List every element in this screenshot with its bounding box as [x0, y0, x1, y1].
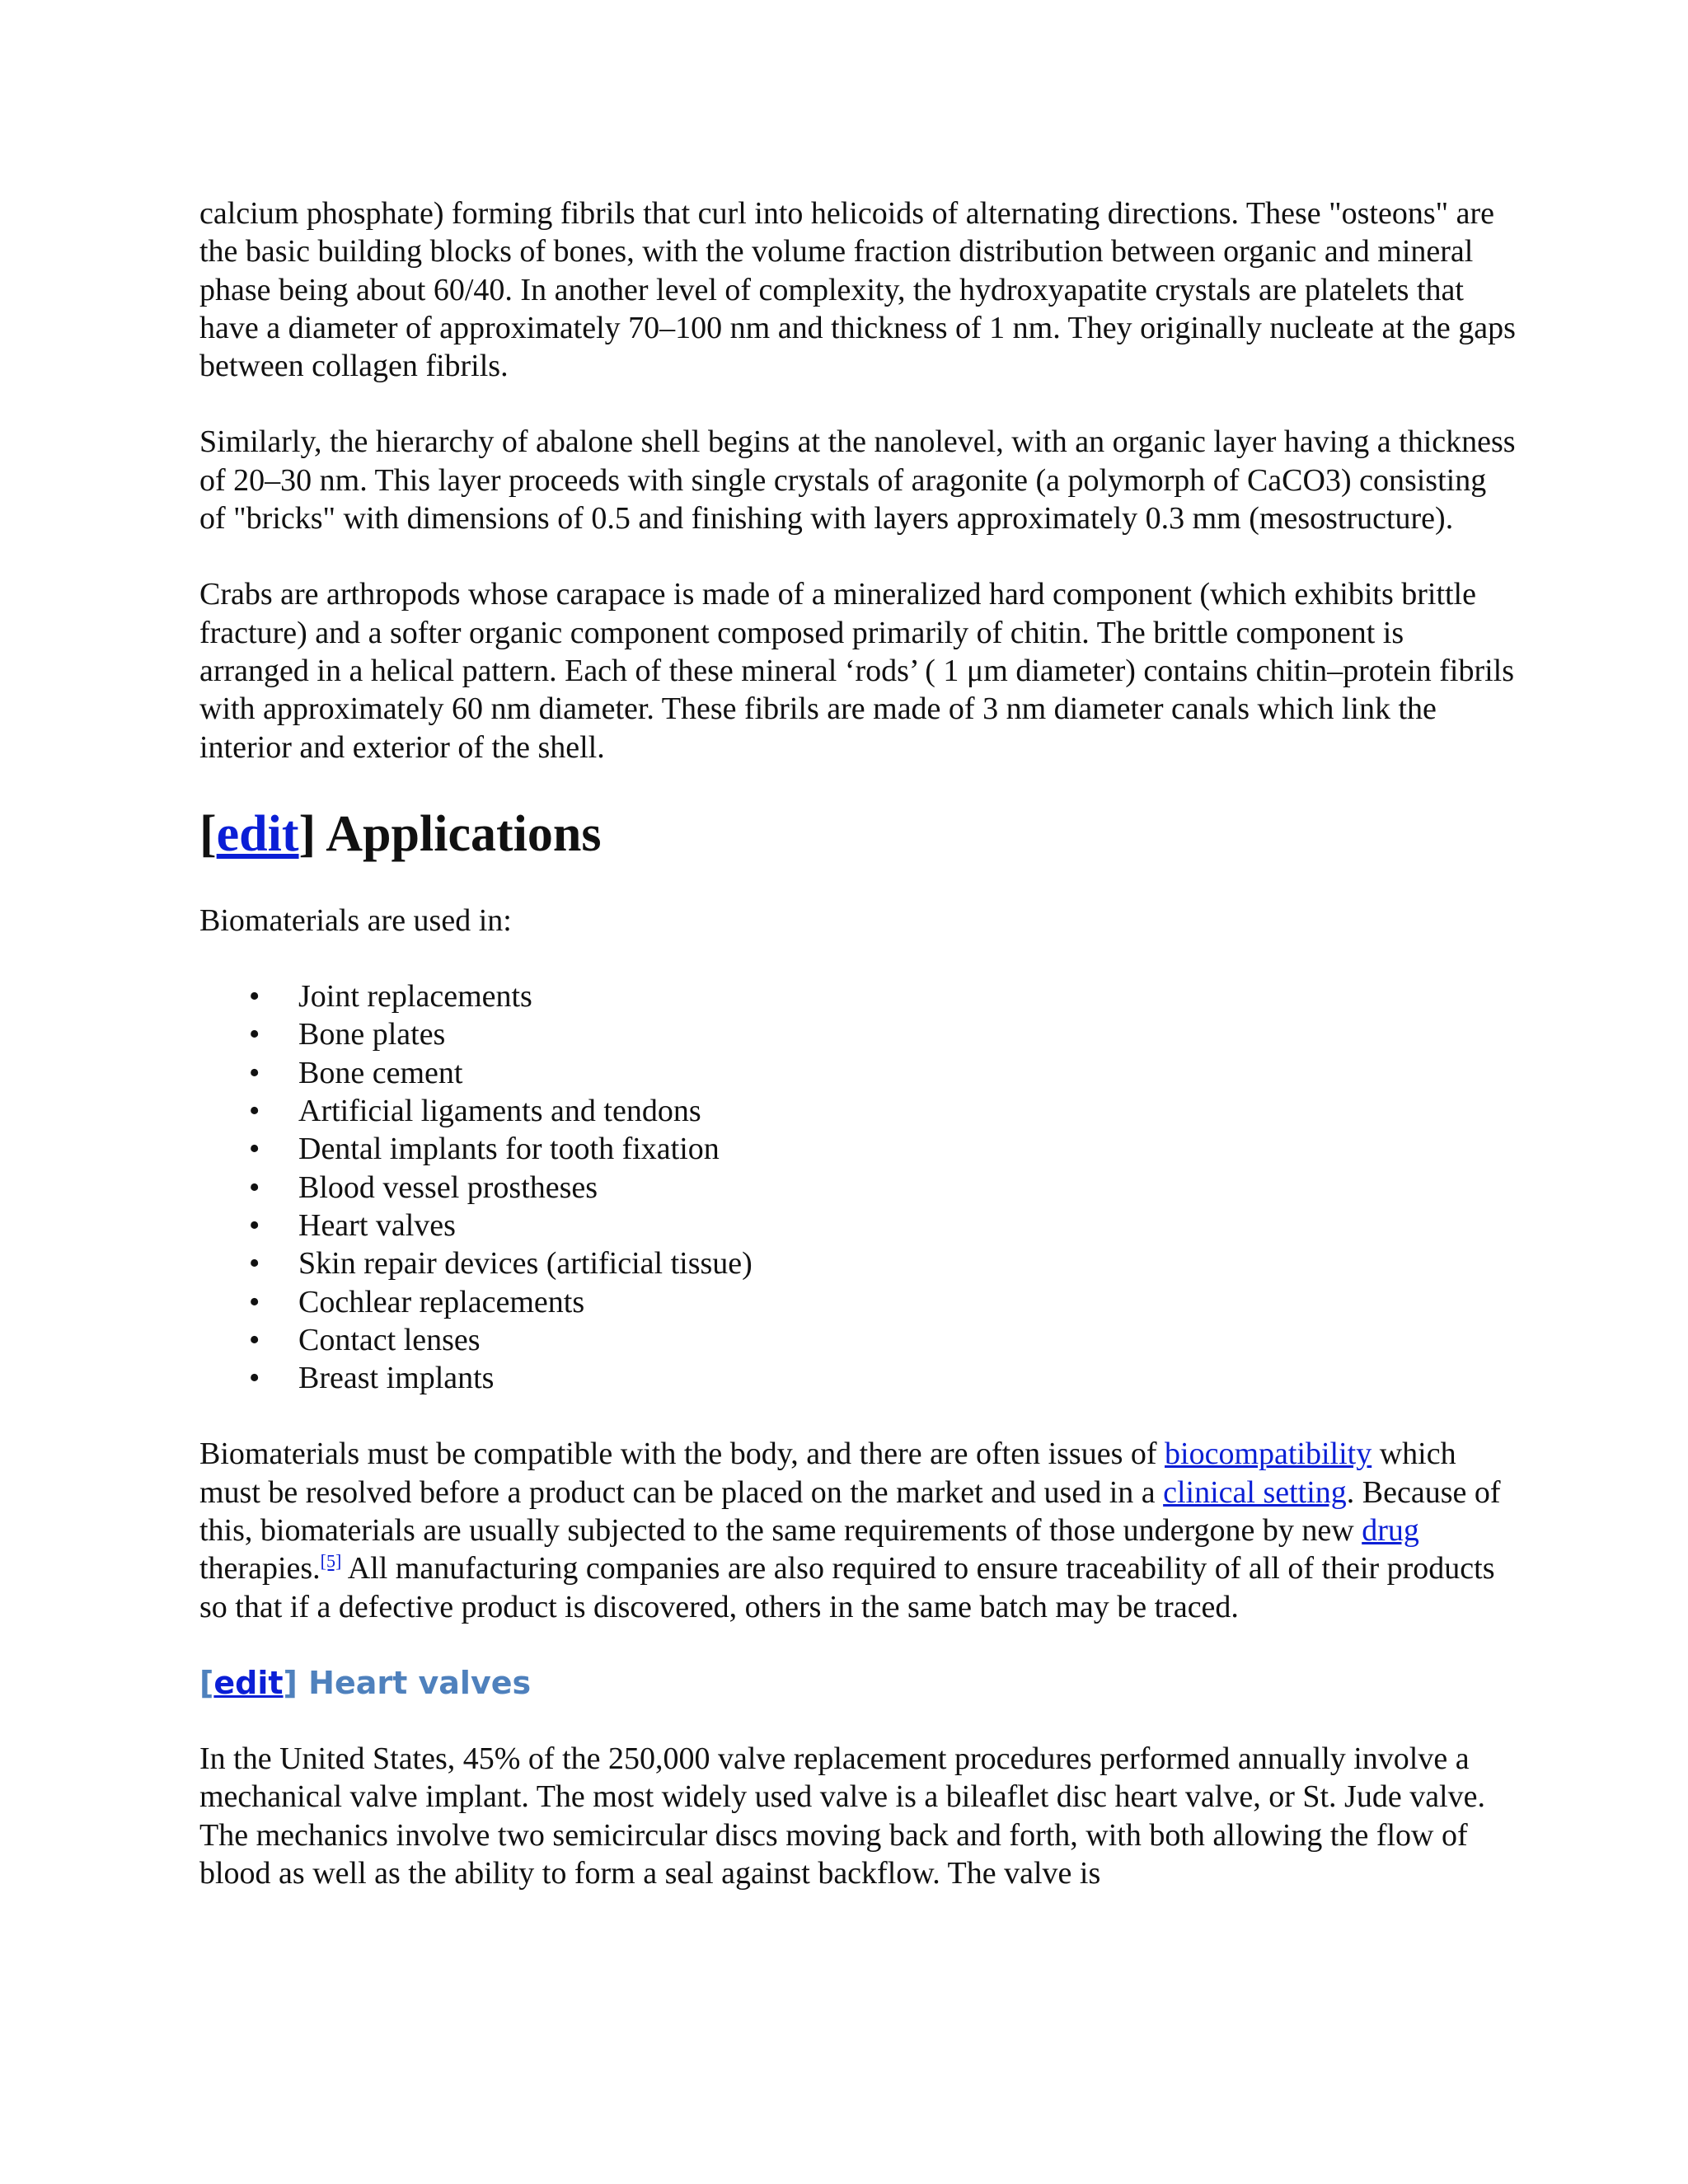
list-item [199, 1359, 1518, 1397]
list-item [199, 1207, 1518, 1244]
bullet-icon: • [249, 979, 260, 1015]
bracket-open: [ [199, 805, 217, 862]
bracket-close: ] [298, 805, 316, 862]
paragraph-abalone-shell: Similarly, the hierarchy of abalone shell begins at the nanolevel, with an organic layer having a thickness of 20–30 nm. This layer proceeds with single crystals of aragonite (a polymorph of CaCO3) consisting of "bricks" with dimensions of 0.5 and finishing with layers approximately 0.3 mm (mesostructure). [199, 424, 1516, 537]
applications-edit-link[interactable]: edit [216, 805, 299, 862]
compat-text-5: All manufacturing companies are also required to ensure traceability of all of their products so that if a defective product is discovered, others in the same batch may be traced. [199, 1551, 1495, 1624]
list-item [199, 1321, 1518, 1359]
heart-valves-edit-link[interactable]: edit [213, 1664, 284, 1701]
clinical-setting-link[interactable]: clinical setting [1163, 1474, 1347, 1510]
list-item-text: Bone cement [298, 1055, 463, 1090]
applications-list [199, 977, 1518, 1397]
document-page [199, 194, 1518, 1892]
heart-valves-heading [199, 1664, 1518, 1702]
paragraph-heart-valves: In the United States, 45% of the 250,000 valve replacement procedures performed annually involve a mechanical valve implant. The most widely used valve is a bileaflet disc heart valve, or St. Jude valve. The mechanics involve two semicircular discs moving back and forth, with both allowing the flow of blood as well as the ability to form a seal against backflow. The valve is [199, 1741, 1485, 1891]
list-item [199, 1130, 1518, 1168]
bracket-close: ] [283, 1664, 298, 1701]
list-item [199, 1092, 1518, 1130]
list-item-text: Bone plates [298, 1017, 446, 1052]
bracket-open: [ [199, 1664, 214, 1701]
heart-valves-heading-text: Heart valves [308, 1664, 532, 1701]
paragraph-crab-carapace: Crabs are arthropods whose carapace is made of a mineralized hard component (which exhibits brittle fracture) and a softer organic component composed primarily of chitin. The brittle component is arranged in a helical pattern. Each of these mineral ‘rods’ ( 1 μm diameter) contains chitin–protein fibrils with approximately 60 nm diameter. These fibrils are made of 3 nm diameter canals which link the interior and exterior of the shell. [199, 577, 1515, 765]
list-item-text: Joint replacements [298, 979, 532, 1015]
bullet-icon: • [249, 1094, 260, 1129]
biocompatibility-link[interactable]: biocompatibility [1165, 1436, 1372, 1472]
list-item-text: Breast implants [298, 1361, 495, 1396]
compat-text-1: Biomaterials must be compatible with the body, and there are often issues of [199, 1436, 1165, 1472]
bullet-icon: • [249, 1284, 260, 1319]
applications-heading [199, 804, 1518, 864]
bullet-icon: • [249, 1361, 260, 1396]
list-item [199, 1244, 1518, 1282]
list-item-text: Contact lenses [298, 1322, 481, 1357]
compat-text-2: which must be resolved before a product can be placed on the market and used in a [199, 1436, 1456, 1510]
list-item-text: Blood vessel prostheses [298, 1169, 598, 1205]
paragraph-bone-structure: calcium phosphate) forming fibrils that curl into helicoids of alternating directions. These "osteons" are the basic building blocks of bones, with the volume fraction distribution between organic and mineral phase being about 60/40. In another level of complexity, the hydroxyapatite crystals are platelets that have a diameter of approximately 70–100 nm and thickness of 1 nm. They originally nucleate at the gaps between collagen fibrils. [199, 196, 1516, 384]
bullet-icon: • [249, 1169, 260, 1205]
list-item-text: Heart valves [298, 1207, 456, 1243]
bullet-icon: • [249, 1132, 260, 1167]
drug-link[interactable]: drug [1362, 1513, 1419, 1549]
compat-text-3: . Because of this, biomaterials are usually subjected to the same requirements of those undergone by new [199, 1474, 1501, 1549]
list-item-text: Skin repair devices (artificial tissue) [298, 1246, 753, 1282]
list-item [199, 1054, 1518, 1092]
list-item [199, 977, 1518, 1015]
bullet-icon: • [249, 1055, 260, 1090]
paragraph-biocompatibility [199, 1435, 1518, 1625]
list-item [199, 1015, 1518, 1053]
bullet-icon: • [249, 1207, 260, 1243]
bullet-icon: • [249, 1322, 260, 1357]
list-item [199, 1169, 1518, 1207]
list-item-text: Artificial ligaments and tendons [298, 1094, 701, 1129]
list-item-text: Dental implants for tooth fixation [298, 1132, 720, 1167]
applications-intro: Biomaterials are used in: [199, 902, 512, 938]
applications-heading-text: Applications [326, 805, 602, 862]
compat-text-4: therapies. [199, 1551, 321, 1586]
list-item [199, 1283, 1518, 1321]
reference-5-link[interactable]: [5] [320, 1550, 342, 1572]
list-item-text: Cochlear replacements [298, 1284, 585, 1319]
bullet-icon: • [249, 1246, 260, 1282]
bullet-icon: • [249, 1017, 260, 1052]
